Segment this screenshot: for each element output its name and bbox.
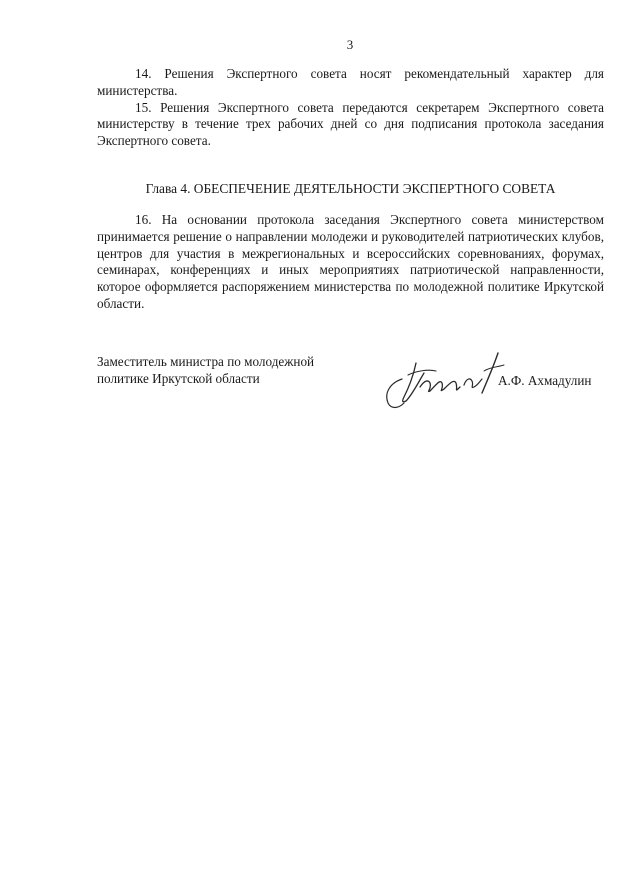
- page-number: 3: [346, 37, 354, 52]
- handwritten-signature: [380, 349, 510, 417]
- signatory-position-line-1: Заместитель министра по молодежной: [97, 354, 315, 369]
- signatory-position: [97, 353, 357, 387]
- signature-block: [97, 353, 604, 423]
- signatory-name: А.Ф. Ахмадулин: [498, 373, 592, 388]
- chapter-heading: Глава 4. ОБЕСПЕЧЕНИЕ ДЕЯТЕЛЬНОСТИ ЭКСПЕРТНОГО СОВЕТА: [145, 180, 556, 196]
- document-body: [97, 66, 604, 313]
- signatory-position-line-2: политике Иркутской области: [97, 371, 260, 386]
- paragraph-15: 15. Решения Экспертного совета передаются секретарем Экспертного совета министерству в течение трех рабочих дней со дня подписания протокола заседания Экспертного совета.: [97, 99, 604, 149]
- paragraph-14: 14. Решения Экспертного совета носят рекомендательный характер для министерства.: [97, 66, 604, 98]
- paragraph-16: 16. На основании протокола заседания Экспертного совета министерством принимается решение о направлении молодежи и руководителей патриотических клубов, центров для участия в межрегиональных и всероссийских соревнованиях, форумах, семинарах, конференциях и иных мероприятиях патриотической направленности, которое оформляется распоряжением министерства по молодежной политике Иркутской области.: [97, 211, 604, 311]
